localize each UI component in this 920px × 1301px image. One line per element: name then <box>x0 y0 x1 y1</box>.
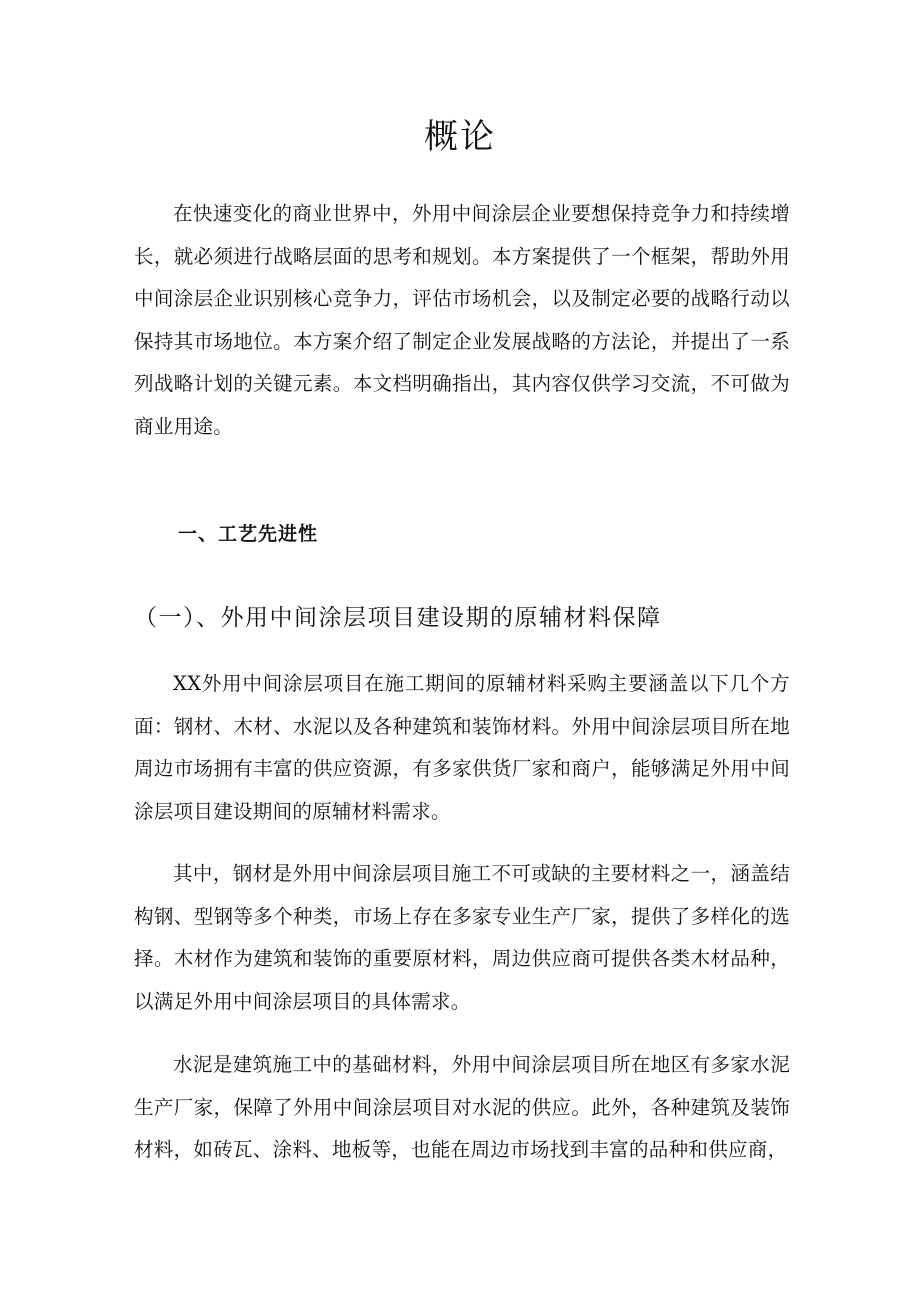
intro-paragraph: 在快速变化的商业世界中，外用中间涂层企业要想保持竞争力和持续增长，就必须进行战略层面的思考和规划。本方案提供了一个框架，帮助外用中间涂层企业识别核心竞争力，评估市场机会，以及制定必要的战略行动以保持其市场地位。本方案介绍了制定企业发展战略的方法论，并提出了一系列战略计划的关键元素。本文档明确指出，其内容仅供学习交流，不可做为商业用途。 <box>134 202 790 438</box>
body-paragraph-materials: XX外用中间涂层项目在施工期间的原辅材料采购主要涵盖以下几个方面：钢材、木材、水泥以及各种建筑和装饰材料。外用中间涂层项目所在地周边市场拥有丰富的供应资源，有多家供货厂家和商户，能够满足外用中间涂层项目建设期间的原辅材料需求。 <box>134 672 790 823</box>
sub-heading: （一）、外用中间涂层项目建设期的原辅材料保障 <box>134 605 662 631</box>
document-title: 概论 <box>424 117 496 157</box>
section-heading: 一、工艺先进性 <box>178 523 319 545</box>
body-paragraph-steel-wood: 其中，钢材是外用中间涂层项目施工不可或缺的主要材料之一，涵盖结构钢、型钢等多个种类，市场上存在多家专业生产厂家，提供了多样化的选择。木材作为建筑和装饰的重要原材料，周边供应商可提供各类木材品种，以满足外用中间涂层项目的具体需求。 <box>134 862 790 1013</box>
body-paragraph-cement: 水泥是建筑施工中的基础材料，外用中间涂层项目所在地区有多家水泥生产厂家，保障了外用中间涂层项目对水泥的供应。此外，各种建筑及装饰材料，如砖瓦、涂料、地板等，也能在周边市场找到丰富的品种和供应商， <box>134 1053 790 1161</box>
